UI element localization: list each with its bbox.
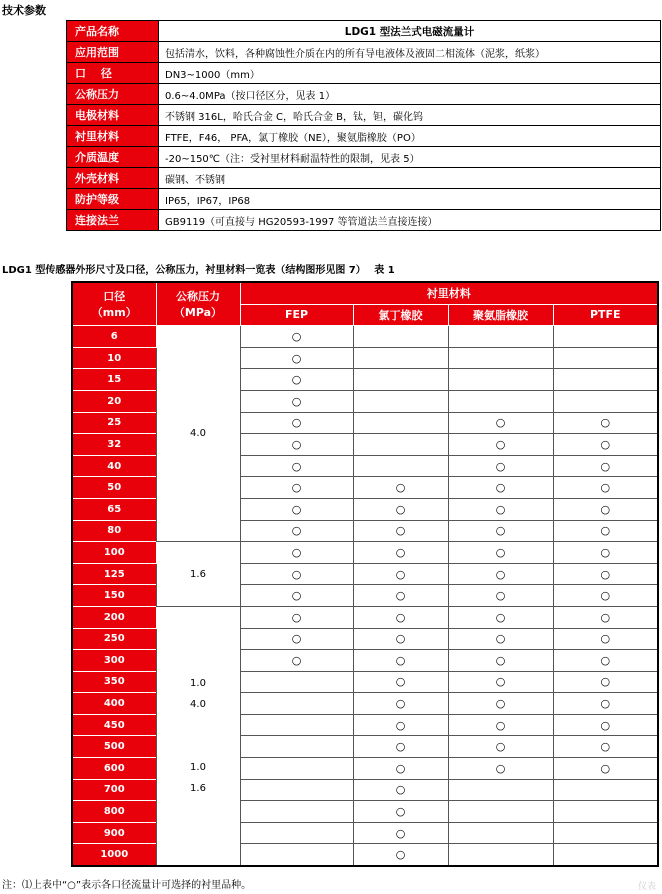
product-title: LDG1 型法兰式电磁流量计: [159, 21, 661, 42]
col-pressure-unit: （MPa）: [173, 306, 223, 320]
availability-mark: ○: [495, 740, 506, 754]
lining-cell: [553, 563, 658, 585]
lining-cell: [553, 822, 658, 844]
lining-cell: [353, 477, 448, 499]
diameter-cell: 450: [72, 714, 156, 736]
spec-row: [67, 105, 661, 126]
availability-mark: ○: [291, 394, 302, 408]
availability-mark: ○: [395, 697, 406, 711]
lining-cell: [353, 779, 448, 801]
footnote: 注：⑴上表中“○”表示各口径流量计可选择的衬里品种。: [2, 880, 252, 891]
table-row: [72, 326, 658, 348]
lining-cell: [448, 779, 553, 801]
lining-table: [71, 281, 659, 867]
lining-cell: [240, 347, 353, 369]
lining-cell: [240, 412, 353, 434]
availability-mark: ○: [291, 416, 302, 430]
availability-mark: ○: [395, 567, 406, 581]
availability-mark: ○: [600, 675, 611, 689]
lining-cell: [240, 477, 353, 499]
lining-cell: [553, 844, 658, 866]
lining-cell: [553, 369, 658, 391]
diameter-cell: 900: [72, 822, 156, 844]
availability-mark: ○: [291, 437, 302, 451]
spec-value: -20~150℃（注：受衬里材料耐温特性的限制，见表 5）: [159, 147, 661, 168]
diameter-cell: 350: [72, 671, 156, 693]
availability-mark: ○: [600, 740, 611, 754]
table-caption: LDG1 型传感器外形尺寸及口径，公称压力，衬里材料一览表（结构图形见图 7） 表 1: [2, 265, 395, 276]
availability-mark: ○: [291, 632, 302, 646]
pressure-value: [157, 736, 240, 757]
diameter-cell: 100: [72, 542, 156, 564]
lining-cell: [553, 779, 658, 801]
table-row: [72, 542, 658, 564]
diameter-cell: 600: [72, 758, 156, 780]
availability-mark: ○: [495, 545, 506, 559]
availability-mark: ○: [395, 481, 406, 495]
lining-cell: [448, 477, 553, 499]
lining-cell: [353, 714, 448, 736]
availability-mark: ○: [395, 761, 406, 775]
availability-mark: ○: [291, 653, 302, 667]
availability-mark: ○: [291, 545, 302, 559]
lining-cell: [240, 822, 353, 844]
availability-mark: ○: [495, 632, 506, 646]
pressure-value: 1.6: [190, 782, 206, 794]
lining-cell: [448, 693, 553, 715]
spec-row: [67, 84, 661, 105]
lining-cell: [240, 714, 353, 736]
availability-mark: ○: [291, 502, 302, 516]
availability-mark: ○: [600, 589, 611, 603]
availability-mark: ○: [395, 826, 406, 840]
lining-cell: [353, 412, 448, 434]
lining-cell: [240, 628, 353, 650]
lining-cell: [553, 498, 658, 520]
lining-cell: [448, 455, 553, 477]
lining-cell: [353, 369, 448, 391]
lining-cell: [448, 606, 553, 628]
diameter-cell: 10: [72, 347, 156, 369]
lining-cell: [448, 412, 553, 434]
spec-label: 介质温度: [67, 147, 159, 168]
lining-cell: [353, 628, 448, 650]
spec-label: 口 径: [67, 63, 159, 84]
lining-cell: [353, 326, 448, 348]
lining-cell: [553, 693, 658, 715]
diameter-cell: 150: [72, 585, 156, 607]
lining-cell: [553, 671, 658, 693]
lining-cell: [353, 844, 448, 866]
diameter-cell: 80: [72, 520, 156, 542]
availability-mark: ○: [600, 761, 611, 775]
material-header: 聚氨脂橡胶: [448, 304, 553, 326]
lining-cell: [448, 520, 553, 542]
availability-mark: ○: [395, 610, 406, 624]
availability-mark: ○: [495, 653, 506, 667]
pressure-value: 1.0: [190, 761, 206, 773]
availability-mark: ○: [495, 718, 506, 732]
lining-cell: [448, 326, 553, 348]
lining-cell: [353, 455, 448, 477]
spec-value: DN3~1000（mm）: [159, 63, 661, 84]
section-heading: 技术参数: [2, 4, 46, 17]
lining-cell: [353, 542, 448, 564]
lining-cell: [240, 779, 353, 801]
spec-label: 产品名称: [67, 21, 159, 42]
spec-row: [67, 21, 661, 42]
spec-label: 应用范围: [67, 42, 159, 63]
availability-mark: ○: [395, 545, 406, 559]
availability-mark: ○: [291, 481, 302, 495]
availability-mark: ○: [395, 848, 406, 862]
spec-value: GB9119（可直接与 HG20593-1997 等管道法兰直接连接）: [159, 210, 661, 231]
availability-mark: ○: [495, 610, 506, 624]
lining-cell: [553, 326, 658, 348]
col-diameter-header: [72, 282, 156, 326]
diameter-cell: 40: [72, 455, 156, 477]
availability-mark: ○: [395, 718, 406, 732]
table-row: [72, 606, 658, 628]
diameter-cell: 6: [72, 326, 156, 348]
lining-cell: [448, 434, 553, 456]
spec-label: 防护等级: [67, 189, 159, 210]
lining-cell: [353, 520, 448, 542]
availability-mark: ○: [495, 502, 506, 516]
spec-value: IP65，IP67，IP68: [159, 189, 661, 210]
availability-mark: ○: [495, 567, 506, 581]
pressure-value: [157, 715, 240, 736]
lining-cell: [448, 347, 553, 369]
lining-cell: [553, 412, 658, 434]
spec-value: 0.6~4.0MPa（按口径区分，见表 1）: [159, 84, 661, 105]
availability-mark: ○: [395, 675, 406, 689]
availability-mark: ○: [291, 351, 302, 365]
availability-mark: ○: [395, 632, 406, 646]
lining-cell: [240, 736, 353, 758]
diameter-cell: 1000: [72, 844, 156, 866]
spec-row: [67, 210, 661, 231]
spec-label: 公称压力: [67, 84, 159, 105]
availability-mark: ○: [291, 373, 302, 387]
lining-cell: [353, 671, 448, 693]
availability-mark: ○: [600, 632, 611, 646]
availability-mark: ○: [495, 761, 506, 775]
lining-cell: [448, 844, 553, 866]
availability-mark: ○: [600, 437, 611, 451]
lining-cell: [553, 390, 658, 412]
lining-cell: [553, 455, 658, 477]
lining-cell: [553, 477, 658, 499]
lining-cell: [240, 606, 353, 628]
availability-mark: ○: [495, 437, 506, 451]
lining-cell: [448, 563, 553, 585]
lining-cell: [448, 369, 553, 391]
lining-cell: [353, 801, 448, 823]
lining-cell: [240, 455, 353, 477]
availability-mark: ○: [495, 481, 506, 495]
diameter-cell: 50: [72, 477, 156, 499]
diameter-cell: 25: [72, 412, 156, 434]
availability-mark: ○: [600, 697, 611, 711]
spec-row: [67, 189, 661, 210]
availability-mark: ○: [495, 524, 506, 538]
material-header: FEP: [240, 304, 353, 326]
availability-mark: ○: [600, 653, 611, 667]
material-header: PTFE: [553, 304, 658, 326]
lining-cell: [448, 801, 553, 823]
lining-cell: [553, 520, 658, 542]
availability-mark: ○: [600, 481, 611, 495]
diameter-cell: 32: [72, 434, 156, 456]
lining-cell: [353, 585, 448, 607]
lining-cell: [240, 563, 353, 585]
availability-mark: ○: [395, 783, 406, 797]
spec-label: 连接法兰: [67, 210, 159, 231]
lining-cell: [448, 628, 553, 650]
lining-cell: [553, 434, 658, 456]
availability-mark: ○: [600, 502, 611, 516]
lining-cell: [553, 606, 658, 628]
lining-cell: [353, 563, 448, 585]
diameter-cell: 15: [72, 369, 156, 391]
diameter-cell: 200: [72, 606, 156, 628]
availability-mark: ○: [395, 740, 406, 754]
pressure-cell: [156, 606, 240, 866]
spec-row: [67, 42, 661, 63]
pressure-value: 1.6: [190, 568, 206, 580]
lining-cell: [353, 390, 448, 412]
lining-header-row: [72, 282, 658, 304]
pressure-value: 4.0: [190, 428, 206, 440]
lining-cell: [553, 585, 658, 607]
diameter-cell: 800: [72, 801, 156, 823]
availability-mark: ○: [291, 610, 302, 624]
lining-cell: [553, 347, 658, 369]
lining-cell: [448, 822, 553, 844]
diameter-cell: 20: [72, 390, 156, 412]
lining-cell: [448, 714, 553, 736]
lining-cell: [353, 606, 448, 628]
availability-mark: ○: [600, 545, 611, 559]
lining-cell: [240, 369, 353, 391]
lining-cell: [240, 390, 353, 412]
spec-table: [66, 20, 661, 231]
spec-value: 包括清水，饮料，各种腐蚀性介质在内的所有导电液体及液固二相流体（泥浆，纸浆）: [159, 42, 661, 63]
lining-cell: [240, 801, 353, 823]
lining-cell: [353, 736, 448, 758]
lining-cell: [353, 758, 448, 780]
lining-cell: [553, 801, 658, 823]
availability-mark: ○: [395, 589, 406, 603]
spec-row: [67, 147, 661, 168]
diameter-cell: 65: [72, 498, 156, 520]
spec-label: 外壳材料: [67, 168, 159, 189]
lining-cell: [353, 347, 448, 369]
diameter-cell: 125: [72, 563, 156, 585]
availability-mark: ○: [291, 589, 302, 603]
lining-cell: [448, 736, 553, 758]
availability-mark: ○: [495, 416, 506, 430]
availability-mark: ○: [291, 329, 302, 343]
lining-cell: [553, 628, 658, 650]
availability-mark: ○: [600, 416, 611, 430]
lining-cell: [240, 693, 353, 715]
diameter-cell: 500: [72, 736, 156, 758]
pressure-value: 4.0: [190, 698, 206, 710]
availability-mark: ○: [395, 502, 406, 516]
col-diameter-unit: （mm）: [91, 306, 137, 320]
lining-cell: [240, 650, 353, 672]
pressure-cell: [156, 326, 240, 542]
material-header: 氯丁橡胶: [353, 304, 448, 326]
lining-cell: [448, 671, 553, 693]
spec-row: [67, 63, 661, 84]
diameter-cell: 250: [72, 628, 156, 650]
lining-cell: [240, 671, 353, 693]
lining-cell: [353, 693, 448, 715]
availability-mark: ○: [395, 653, 406, 667]
lining-cell: [553, 650, 658, 672]
availability-mark: ○: [291, 524, 302, 538]
availability-mark: ○: [600, 610, 611, 624]
spec-label: 电极材料: [67, 105, 159, 126]
lining-cell: [553, 758, 658, 780]
lining-cell: [353, 498, 448, 520]
lining-cell: [240, 498, 353, 520]
lining-cell: [448, 758, 553, 780]
col-lining-header: 衬里材料: [240, 282, 658, 304]
availability-mark: ○: [600, 524, 611, 538]
lining-cell: [240, 585, 353, 607]
lining-cell: [240, 434, 353, 456]
pressure-cell: [156, 542, 240, 607]
col-diameter-label: 口径: [103, 290, 126, 304]
lining-cell: [448, 498, 553, 520]
lining-cell: [553, 736, 658, 758]
lining-cell: [448, 542, 553, 564]
lining-cell: [553, 542, 658, 564]
lining-cell: [353, 650, 448, 672]
lining-cell: [448, 585, 553, 607]
spec-row: [67, 168, 661, 189]
lining-cell: [353, 434, 448, 456]
lining-cell: [240, 542, 353, 564]
watermark: 仪表: [637, 882, 656, 892]
availability-mark: ○: [600, 567, 611, 581]
lining-cell: [240, 326, 353, 348]
availability-mark: ○: [495, 675, 506, 689]
diameter-cell: 700: [72, 779, 156, 801]
spec-label: 衬里材料: [67, 126, 159, 147]
availability-mark: ○: [291, 567, 302, 581]
col-pressure-header: [156, 282, 240, 326]
spec-row: [67, 126, 661, 147]
lining-cell: [553, 714, 658, 736]
availability-mark: ○: [291, 459, 302, 473]
availability-mark: ○: [495, 589, 506, 603]
lining-cell: [448, 390, 553, 412]
availability-mark: ○: [600, 459, 611, 473]
availability-mark: ○: [600, 718, 611, 732]
spec-value: FTFE，F46， PFA，氯丁橡胶（NE），聚氨脂橡胶（PO）: [159, 126, 661, 147]
pressure-value: 1.0: [190, 677, 206, 689]
diameter-cell: 300: [72, 650, 156, 672]
diameter-cell: 400: [72, 693, 156, 715]
spec-value: 碳钢、不锈钢: [159, 168, 661, 189]
availability-mark: ○: [395, 805, 406, 819]
col-pressure-label: 公称压力: [176, 290, 220, 304]
availability-mark: ○: [495, 697, 506, 711]
lining-cell: [240, 844, 353, 866]
lining-cell: [240, 520, 353, 542]
availability-mark: ○: [395, 524, 406, 538]
lining-cell: [448, 650, 553, 672]
lining-cell: [240, 758, 353, 780]
spec-value: 不锈钢 316L，哈氏合金 C，哈氏合金 B，钛，钽，碳化钨: [159, 105, 661, 126]
lining-cell: [353, 822, 448, 844]
availability-mark: ○: [495, 459, 506, 473]
